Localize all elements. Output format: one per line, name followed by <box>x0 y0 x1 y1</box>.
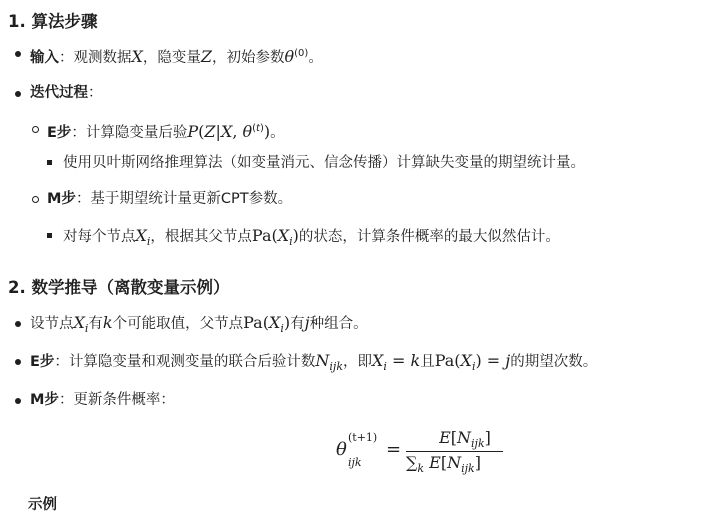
input-text: ：观测数据X，隐变量Z，初始参数$\theta^{(0)}$。 <box>59 46 323 66</box>
bullet-dot <box>15 321 21 327</box>
m-step-text: ：基于期望统计量更新CPT参数。 <box>75 191 293 207</box>
bullet-dot <box>15 51 21 57</box>
list-item-assume: 设节点$X_i$有k个可能取值，父节点$Pa(X_i)$有j种组合。 <box>30 313 368 335</box>
formula-fraction-bar <box>406 451 503 452</box>
formula-numerator: $E[N_{ijk}]$ <box>439 428 491 451</box>
list-item-m <box>30 390 175 410</box>
section-heading-1: 1. 算法步骤 <box>8 12 98 31</box>
list-item-e-step-detail: 使用贝叶斯网络推理算法（如变量消元、信念传播）计算缺失变量的期望统计量。 <box>63 155 585 171</box>
bullet-dot <box>15 398 21 404</box>
m-step-label: M步 <box>47 191 76 207</box>
list-item-m-step <box>47 189 292 209</box>
m-text: ：更新条件概率： <box>58 392 175 408</box>
iteration-label: 迭代过程 <box>30 85 88 101</box>
input-label: 输入 <box>30 49 59 66</box>
formula-theta-sub: ijk <box>348 456 362 469</box>
bullet-square <box>47 233 52 238</box>
list-item-iteration <box>30 83 103 103</box>
iteration-text: ： <box>88 85 103 101</box>
formula-theta: θ <box>336 439 347 460</box>
list-item-e: E步：计算隐变量和观测变量的联合后验计数$N_{ijk}$，即$X_i = k$且$Pa(X_i) = j$的期望次数。 <box>30 351 598 373</box>
bullet-dot <box>15 91 21 97</box>
e-step-text: ：计算隐变量后验P(Z|X, $\theta^{(t)}$)。 <box>71 121 285 141</box>
formula-denominator: $\sum_k$ $E[N_{ijk}]$ <box>406 453 481 476</box>
formula-equals: = <box>386 439 402 460</box>
list-item-e-step <box>47 119 285 143</box>
bullet-square <box>47 160 52 165</box>
list-item-m-step-detail: 对每个节点$X_i$，根据其父节点$Pa(X_i)$的状态，计算条件概率的最大似然估计。 <box>63 226 560 248</box>
cutoff-heading: 示例 <box>28 497 57 513</box>
bullet-circle <box>32 126 39 133</box>
e-label: E步 <box>30 354 55 370</box>
list-item-input <box>30 44 323 68</box>
bullet-circle <box>32 196 39 203</box>
formula-theta-sup: (t+1) <box>348 431 378 444</box>
m-label: M步 <box>30 392 59 408</box>
section-heading-2: 2. 数学推导（离散变量示例） <box>8 278 230 297</box>
bullet-dot <box>15 359 21 365</box>
e-step-label: E步 <box>47 124 72 141</box>
